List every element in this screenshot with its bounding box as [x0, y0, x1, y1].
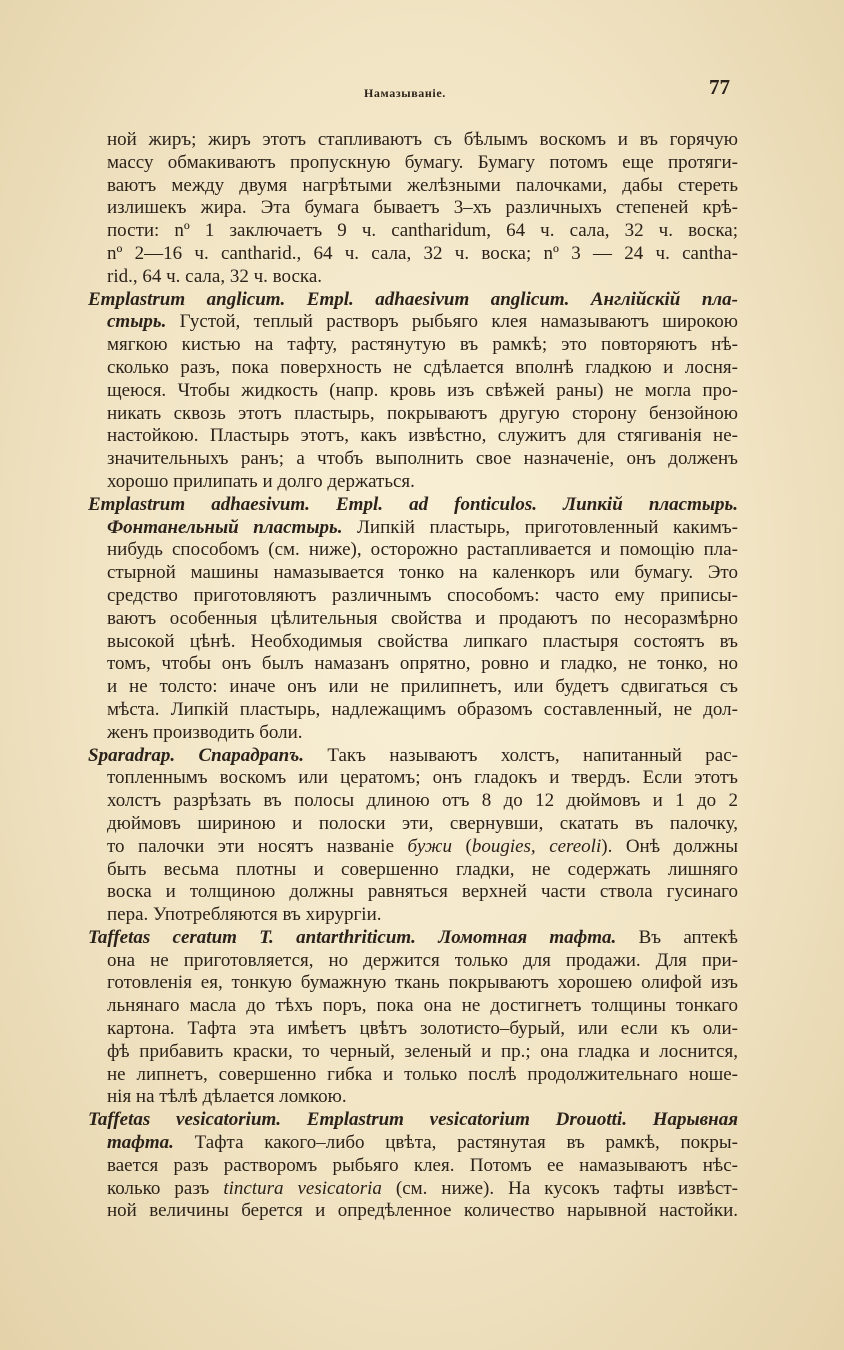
- text-run: излишекъ жира. Эта бумага бываетъ 3–хъ различныхъ степеней крѣ-: [107, 197, 738, 219]
- text-run: никать сквозь этотъ пластырь, покрываютъ другую сторону бензойною: [107, 402, 738, 424]
- text-line: [107, 1200, 738, 1223]
- text-run: Густой, теплый растворъ рыбьяго клея намазываютъ широкою: [166, 311, 738, 333]
- text-line: [107, 790, 738, 813]
- text-line: [88, 289, 738, 312]
- text-run: (: [451, 835, 472, 857]
- text-line: [107, 881, 738, 904]
- text-line: [107, 722, 738, 745]
- text-run: nº 2—16 ч. cantharid., 64 ч. сала, 32 ч. воска; nº 3 — 24 ч. cantha-: [107, 242, 738, 264]
- text-line: [107, 403, 738, 426]
- text-line: [107, 585, 738, 608]
- text-line: [107, 1086, 738, 1109]
- text-run: Въ аптекѣ: [616, 926, 738, 948]
- text-run: Тафта какого–либо цвѣта, растянутая въ рамкѣ, покры-: [173, 1132, 738, 1154]
- text-line: [107, 950, 738, 973]
- text-line: [107, 608, 738, 631]
- text-run: то палочки эти носятъ названіе: [107, 835, 408, 857]
- page-number: 77: [709, 75, 730, 99]
- text-line: [107, 152, 738, 175]
- text-run: топленнымъ воскомъ или цератомъ; онъ гладокъ и твердъ. Если этотъ: [107, 767, 738, 789]
- text-run: значительныхъ ранъ; а чтобъ выполнить свое назначеніе, онъ долженъ: [107, 448, 738, 470]
- text-run: нія на тѣлѣ дѣлается ломкою.: [107, 1086, 347, 1108]
- entry-paragraph: [88, 1109, 739, 1223]
- text-run: ваютъ между двумя нагрѣтыми желѣзными палочками, дабы стереть: [107, 174, 738, 196]
- text-run: воска и толщиною должны равняться верхней части ствола гусинаго: [107, 881, 738, 903]
- entry-heading: Sparadrap. Спарадрапъ.: [88, 744, 304, 766]
- text-line: [107, 995, 738, 1018]
- italic-term: бужи: [407, 835, 452, 857]
- text-run: мягкою кистью на тафту, растянутую въ рамкѣ; это повторяютъ нѣ-: [107, 334, 738, 356]
- italic-term: bougies, cereoli: [471, 835, 602, 857]
- text-run: щеюся. Чтобы жидкость (напр. кровь изъ свѣжей раны) не могла про-: [107, 379, 738, 401]
- text-run: массу обмакиваютъ пропускную бумагу. Бумагу потомъ еще протяги-: [107, 151, 738, 173]
- text-body: [88, 129, 739, 1223]
- text-line: [107, 699, 738, 722]
- text-run: и не толсто: иначе онъ или не прилипнетъ, или будетъ сдвигаться съ: [107, 676, 738, 698]
- text-line: [107, 175, 738, 198]
- text-run: она не приготовляется, но держится только для продажи. Для при-: [107, 949, 738, 971]
- italic-term: tinctura vesicatoria: [223, 1177, 382, 1199]
- text-run: ). Онѣ должны: [601, 835, 739, 857]
- text-run: быть весьма плотны и совершенно гладки, не содержать лишняго: [107, 858, 738, 880]
- text-line: [107, 631, 738, 654]
- text-line: [88, 1109, 738, 1132]
- text-line: [107, 972, 738, 995]
- text-line: [107, 836, 738, 859]
- entry-heading: тафта.: [107, 1132, 174, 1154]
- text-line: [107, 859, 738, 882]
- text-run: женъ производить боли.: [107, 721, 303, 743]
- text-run: ной жиръ; жиръ этотъ стапливаютъ съ бѣлымъ воскомъ и въ горячую: [107, 129, 738, 150]
- text-run: нибудь способомъ (см. ниже), осторожно растапливается и помощію пла-: [107, 539, 738, 561]
- text-line: [107, 653, 738, 676]
- entry-paragraph: [88, 926, 738, 1109]
- text-line: [107, 813, 738, 836]
- text-run: пости: nº 1 заключаетъ 9 ч. cantharidum, 64 ч. сала, 32 ч. воска;: [107, 220, 738, 242]
- text-line: [107, 380, 738, 403]
- text-run: дюймовъ шириною и полоски эти, свернувши, скатать въ палочку,: [107, 812, 738, 834]
- text-line: [107, 562, 738, 585]
- text-line: [107, 448, 738, 471]
- text-line: [107, 1064, 738, 1087]
- entry-heading: стырь.: [107, 311, 167, 333]
- text-line: [107, 220, 738, 243]
- text-line: [107, 1178, 738, 1201]
- text-run: хорошо прилипать и долго держаться.: [107, 470, 415, 492]
- text-run: высокой цѣнѣ. Необходимыя свойства липкаго пластыря состоятъ въ: [107, 630, 738, 652]
- text-line: [107, 357, 738, 380]
- text-run: томъ, чтобы онъ былъ намазанъ опрятно, ровно и гладко, не тонко, но: [107, 653, 738, 675]
- entry-heading: Фонтанельный пластырь.: [107, 516, 343, 538]
- text-line: [107, 243, 738, 266]
- text-line: [107, 311, 738, 334]
- text-run: Такъ называютъ холстъ, напитанный рас-: [303, 744, 739, 766]
- continued-paragraph: [107, 129, 738, 289]
- text-run: фѣ прибавить краски, то черный, зеленый и пр.; она гладка и лоснится,: [107, 1040, 738, 1062]
- text-line: [88, 494, 738, 517]
- text-run: картона. Тафта эта имѣетъ цвѣтъ золотисто–бурый, или если къ оли-: [107, 1018, 738, 1040]
- entry-paragraph: [88, 493, 738, 745]
- text-run: (см. ниже). На кусокъ тафты извѣст-: [381, 1177, 739, 1199]
- text-run: сколько разъ, пока поверхность не сдѣлается вполнѣ гладкою и лосня-: [107, 356, 738, 378]
- text-run: мѣста. Липкій пластырь, надлежащимъ образомъ составленный, не дол-: [107, 698, 738, 720]
- text-run: rid., 64 ч. сала, 32 ч. воска.: [107, 265, 323, 287]
- text-line: [107, 1041, 738, 1064]
- text-line: [107, 129, 738, 152]
- running-head: Намазываніе.: [364, 86, 446, 100]
- text-line: [107, 266, 738, 289]
- text-line: [107, 904, 738, 927]
- text-run: холстъ разрѣзать въ полосы длиною отъ 8 до 12 дюймовъ и 1 до 2: [107, 790, 738, 812]
- text-run: льнянаго масла до тѣхъ поръ, пока она не достигнетъ толщины тонкаго: [107, 995, 738, 1017]
- text-run: ваютъ особенныя цѣлительныя свойства и продаютъ по несоразмѣрно: [107, 607, 738, 629]
- text-run: стырной машины намазывается тонко на каленкоръ или бумагу. Это: [107, 562, 738, 584]
- text-line: [107, 334, 738, 357]
- text-line: [107, 539, 738, 562]
- text-run: готовленія ея, тонкую бумажную ткань покрываютъ хорошею олифой изъ: [107, 972, 738, 994]
- text-run: не липнетъ, совершенно гибка и только послѣ продолжительнаго ноше-: [107, 1063, 738, 1085]
- text-line: [107, 197, 738, 220]
- text-line: [107, 767, 738, 790]
- entry-heading: Emplastrum adhaesivum. Empl. ad fonticulos. Липкій пластырь.: [88, 493, 738, 515]
- entry-heading: Taffetas vesicatorium. Emplastrum vesicatorium Drouotti. Нарывная: [88, 1109, 738, 1131]
- text-line: [107, 517, 738, 540]
- text-run: средство приготовляютъ различнымъ способомъ: часто ему приписы-: [107, 584, 738, 606]
- text-line: [107, 425, 738, 448]
- text-run: настойкою. Пластырь этотъ, какъ извѣстно, служитъ для стягиванія не-: [107, 425, 738, 447]
- text-run: вается разъ растворомъ рыбьяго клея. Потомъ ее намазываютъ нѣс-: [107, 1154, 738, 1176]
- entry-paragraph: [88, 744, 739, 927]
- text-run: ной величины берется и опредѣленное количество нарывной настойки.: [107, 1200, 738, 1222]
- text-line: [107, 1018, 738, 1041]
- entry-heading: Emplastrum anglicum. Empl. adhaesivum anglicum. Англійскій пла-: [88, 288, 738, 310]
- entry-heading: Taffetas ceratum T. antarthriticum. Ломотная тафта.: [88, 926, 617, 948]
- entry-paragraph: [88, 288, 738, 494]
- text-line: [88, 745, 738, 768]
- text-line: [88, 927, 738, 950]
- text-line: [107, 471, 738, 494]
- text-run: колько разъ: [107, 1177, 224, 1199]
- text-line: [107, 676, 738, 699]
- text-line: [107, 1132, 738, 1155]
- text-line: [107, 1155, 738, 1178]
- text-run: пера. Употребляются въ хирургіи.: [107, 904, 382, 926]
- text-run: Липкій пластырь, приготовленный какимъ-: [342, 516, 738, 538]
